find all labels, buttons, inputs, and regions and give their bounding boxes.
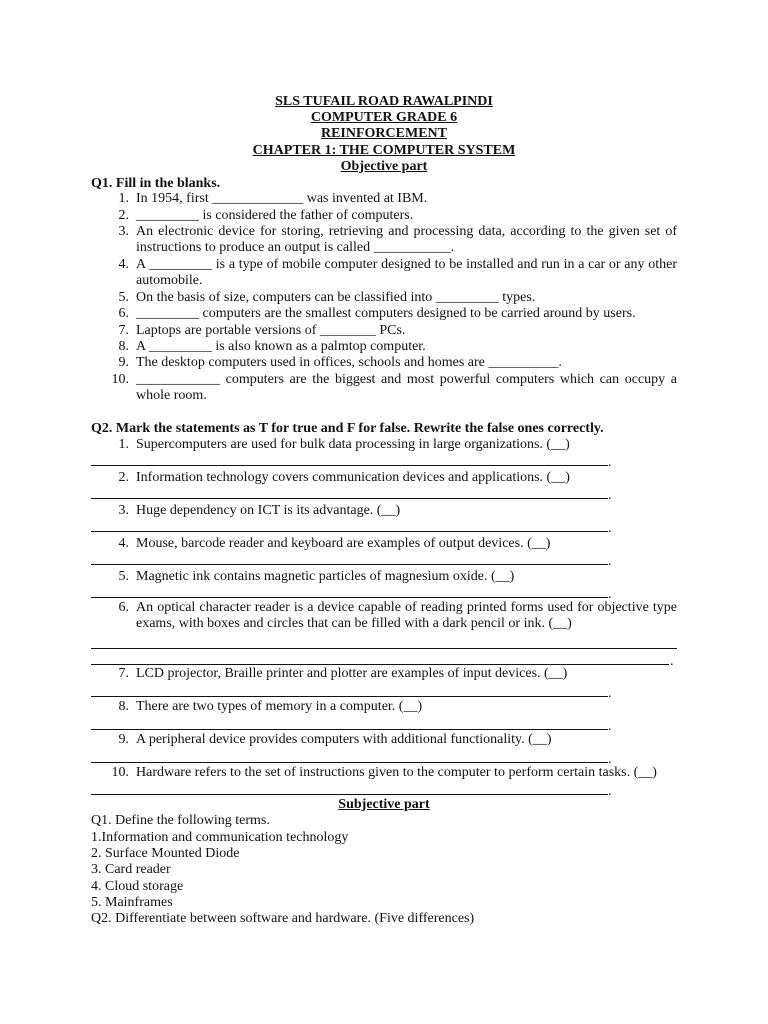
q1-title: Q1. Fill in the blanks.	[91, 176, 221, 191]
term-item: 3. Card reader	[91, 862, 171, 877]
term-item: 5. Mainframes	[91, 895, 173, 910]
q2-item: 3. Huge dependency on ICT is its advantage. (__)	[118, 503, 401, 518]
q1-item: 7. Laptops are portable versions of ________ PCs.	[118, 323, 406, 338]
line-end-dot: .	[670, 654, 674, 669]
q2-item: 6. An optical character reader is a device capable of reading printed forms used for objective type exams, with boxes and circles that can be filled with a dark pencil or ink. (__)	[118, 600, 677, 632]
line-end-dot: .	[608, 719, 612, 734]
term-item: 2. Surface Mounted Diode	[91, 846, 240, 861]
q1-item: 9. The desktop computers used in offices, schools and homes are __________.	[118, 355, 562, 370]
q2-title: Q2. Mark the statements as T for true and F for false. Rewrite the false ones correctly.	[91, 421, 604, 436]
line-end-dot: .	[608, 752, 612, 767]
line-end-dot: .	[608, 686, 612, 701]
q2-item: 4. Mouse, barcode reader and keyboard are examples of output devices. (__)	[118, 536, 551, 551]
answer-line[interactable]	[91, 597, 608, 598]
q2-item: 8. There are two types of memory in a computer. (__)	[118, 699, 423, 714]
q2-item: 9. A peripheral device provides computers with additional functionality. (__)	[118, 732, 552, 747]
q1-item: 5. On the basis of size, computers can be classified into _________ types.	[118, 290, 536, 305]
answer-line[interactable]	[91, 531, 608, 532]
q2-item: 10. Hardware refers to the set of instructions given to the computer to perform certain tasks. (__)	[111, 765, 657, 780]
answer-line[interactable]	[91, 729, 608, 730]
line-end-dot: .	[608, 488, 612, 503]
q2-item: 7. LCD projector, Braille printer and plotter are examples of input devices. (__)	[118, 666, 568, 681]
term-item: 1.Information and communication technology	[91, 830, 349, 845]
subjective-heading: Subjective part	[338, 797, 430, 812]
subjective-q2: Q2. Differentiate between software and hardware. (Five differences)	[91, 911, 475, 926]
answer-line[interactable]	[91, 794, 608, 795]
answer-line[interactable]	[91, 762, 608, 763]
school-name: SLS TUFAIL ROAD RAWALPINDI	[275, 94, 493, 109]
answer-line[interactable]	[91, 664, 669, 665]
q1-item: 10. ____________ computers are the biggest and most powerful computers which can occupy a whole room.	[111, 372, 677, 404]
answer-line[interactable]	[91, 498, 608, 499]
q1-item: 2. _________ is considered the father of computers.	[118, 208, 414, 223]
answer-line[interactable]	[91, 564, 608, 565]
q1-item: 6. _________ computers are the smallest computers designed to be carried around by users.	[118, 306, 636, 321]
q2-item: 5. Magnetic ink contains magnetic particles of magnesium oxide. (__)	[118, 569, 515, 584]
subjective-q1: Q1. Define the following terms.	[91, 813, 270, 828]
q2-item: 1. Supercomputers are used for bulk data processing in large organizations. (__)	[118, 437, 570, 452]
q1-item: 3. An electronic device for storing, retrieving and processing data, according to the given set of instructions to produce an output is called ___________.	[118, 224, 677, 256]
answer-line[interactable]	[91, 696, 608, 697]
q1-item: 4. A _________ is a type of mobile computer designed to be installed and run in a car or any other automobile.	[118, 257, 677, 289]
subject-grade: COMPUTER GRADE 6	[310, 110, 458, 125]
worksheet-type: REINFORCEMENT	[320, 126, 447, 141]
q2-item: 2. Information technology covers communication devices and applications. (__)	[118, 470, 570, 485]
answer-line[interactable]	[91, 648, 677, 649]
line-end-dot: .	[608, 455, 612, 470]
term-item: 4. Cloud storage	[91, 879, 184, 894]
line-end-dot: .	[608, 784, 612, 799]
line-end-dot: .	[608, 554, 612, 569]
q1-item: 1. In 1954, first _____________ was invented at IBM.	[118, 191, 428, 206]
answer-line[interactable]	[91, 465, 608, 466]
line-end-dot: .	[608, 521, 612, 536]
q1-item: 8. A _________ is also known as a palmtop computer.	[118, 339, 426, 354]
objective-heading: Objective part	[340, 159, 428, 174]
chapter-title: CHAPTER 1: THE COMPUTER SYSTEM	[252, 143, 516, 158]
line-end-dot: .	[608, 587, 612, 602]
